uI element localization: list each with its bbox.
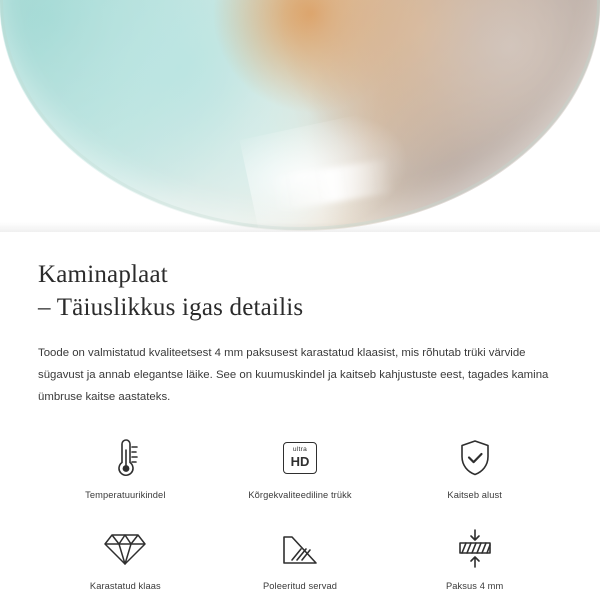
- ultra-hd-top-text: ultra: [292, 446, 308, 454]
- feature-grid: [38, 435, 562, 591]
- feature-item-thickness: [387, 526, 562, 591]
- feature-label: Karastatud klaas: [89, 580, 161, 591]
- feature-label: Temperatuurikindel: [85, 489, 166, 500]
- diamond-icon: [104, 526, 146, 572]
- oval-plate-mask: [0, 0, 600, 232]
- feature-item-surface-protection: [387, 435, 562, 500]
- product-description: Toode on valmistatud kvaliteetsest 4 mm paksusest karastatud klaasist, mis rõhutab trüki värvide sügavust ja annab elegantse läike. See on kuumuskindel ja kaitseb kahjustuste eest, tagades kamina ümbruse kaitse aastateks.: [38, 347, 549, 404]
- feature-item-tempered-glass: [38, 526, 213, 591]
- feature-label: Paksus 4 mm: [445, 580, 504, 591]
- feature-item-polished-edges: [213, 526, 388, 591]
- polished-edges-icon: [280, 526, 320, 572]
- thickness-arrows-icon: [454, 526, 496, 572]
- feature-label: Kõrgekvaliteediline trükk: [248, 489, 352, 500]
- title-line-1: Kaminaplaat: [38, 261, 168, 288]
- page-title: [38, 258, 562, 324]
- feature-label: Kaitseb alust: [447, 489, 502, 500]
- ultra-hd-bottom-text: HD: [290, 454, 310, 469]
- feature-item-temperature: [38, 435, 213, 500]
- ultra-hd-icon: [283, 435, 317, 481]
- title-line-2: – Täiuslikkus igas detailis: [38, 294, 304, 321]
- thermometer-icon: [105, 435, 145, 481]
- shield-check-icon: [455, 435, 495, 481]
- feature-item-print-quality: [213, 435, 388, 500]
- content-area: [0, 232, 600, 591]
- feature-label: Poleeritud servad: [262, 580, 338, 591]
- hero-product-image: [0, 0, 600, 232]
